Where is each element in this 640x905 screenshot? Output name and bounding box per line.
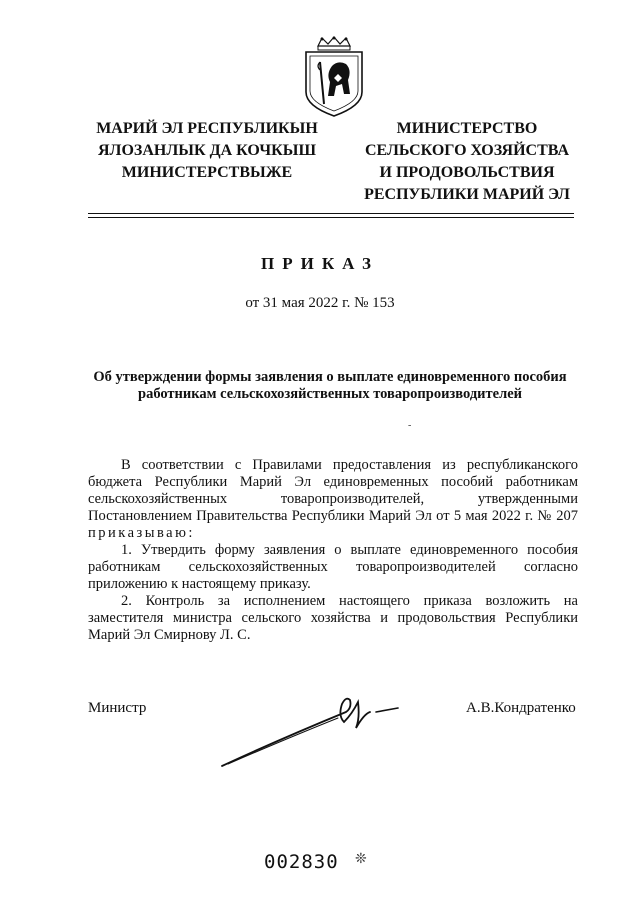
- header-left-line: ЯЛОЗАНЛЫК ДА КОЧКЫШ: [97, 142, 317, 159]
- coat-of-arms-emblem: [298, 36, 370, 118]
- order-word: приказываю:: [88, 525, 195, 541]
- header-right-line: СЕЛЬСКОГО ХОЗЯЙСТВА: [364, 142, 569, 159]
- preamble-text: В соответствии с Правилами предоставления из республиканского бюджета Республики Марий Эл единовременных пособий работникам сельскохозяйственных товаропроизводителей, утвержденными Постановлением Правительства Республики Марий Эл от 5 мая 2022 г. № 207: [88, 457, 578, 524]
- paragraph-item-1: 1. Утвердить форму заявления о выплате единовременного пособия работникам сельскохозяйственных товаропроизводителей согласно приложению к настоящему приказу.: [88, 542, 578, 592]
- document-serial-number: 002830: [264, 851, 339, 873]
- header-left-line: МИНИСТЕРСТВЫЖЕ: [121, 164, 293, 181]
- header-right-line: РЕСПУБЛИКИ МАРИЙ ЭЛ: [364, 186, 570, 203]
- header-right-line: МИНИСТЕРСТВО: [396, 120, 538, 137]
- header-left-line: МАРИЙ ЭЛ РЕСПУБЛИКЫН: [96, 120, 318, 137]
- handwritten-signature: [218, 694, 408, 770]
- ministry-name-russian: [352, 118, 582, 206]
- paragraph-item-2: 2. Контроль за исполнением настоящего приказа возложить на заместителя министра сельского хозяйства и продовольствия Республики Марий Эл Смирнову Л. С.: [88, 593, 578, 643]
- document-date-number: от 31 мая 2022 г. № 153: [245, 295, 395, 311]
- decorative-asterisk-icon: ❊: [355, 852, 367, 867]
- signatory-name: А.В.Кондратенко: [466, 700, 576, 716]
- header-divider-thick: [88, 213, 574, 214]
- stray-mark: -: [408, 420, 412, 431]
- document-subject: Об утверждении формы заявления о выплате единовременного пособия работникам сельскохозяйственных товаропроизводителей: [93, 369, 567, 402]
- paragraph-preamble: [88, 457, 578, 542]
- signatory-position: Министр: [88, 700, 147, 716]
- header-divider-thin: [88, 217, 574, 218]
- document-title: ПРИКАЗ: [261, 254, 379, 273]
- ministry-name-mari: [92, 118, 322, 184]
- document-body: [88, 457, 578, 644]
- header-right-line: И ПРОДОВОЛЬСТВИЯ: [379, 164, 555, 181]
